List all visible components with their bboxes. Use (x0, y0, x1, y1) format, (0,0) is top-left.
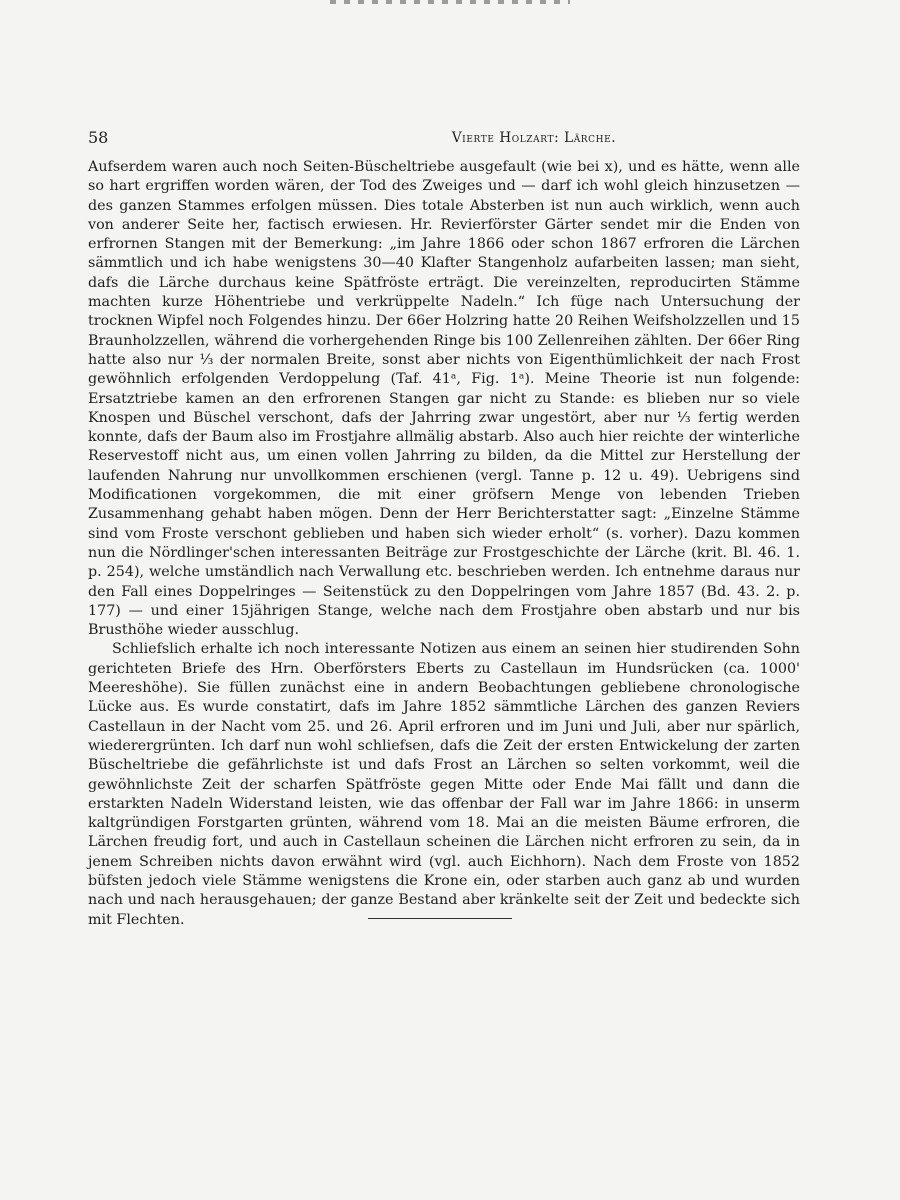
page-number: 58 (88, 128, 109, 147)
running-title: Vierte Holzart: Lärche. (451, 130, 617, 146)
page-header (88, 126, 812, 150)
section-separator-rule (368, 918, 512, 919)
body-text (88, 158, 800, 930)
scan-edge-marks (330, 0, 570, 4)
paragraph-1: Aufserdem waren auch noch Seiten-Büscheltriebe ausgefault (wie bei x), und es hätte, wenn alle so hart ergriffen worden wären, der Tod des Zweiges und — darf ich wohl gleich hinzusetzen — des ganzen Stammes erfolgen müssen. Dies totale Absterben ist nun auch wirklich, wenn auch von anderer Seite her, factisch erwiesen. Hr. Revierförster Gärter sendet mir die Enden von erfrornen Stangen mit der Bemerkung: „im Jahre 1866 oder schon 1867 erfroren die Lärchen sämmtlich und ich habe wenigstens 30—40 Klafter Stangenholz aufarbeiten lassen; man sieht, dafs die Lärche durchaus keine Spätfröste erträgt. Die vereinzelten, reproducirten Stämme machten kurze Höhentriebe und verkrüppelte Nadeln.“ Ich füge nach Untersuchung der trocknen Wipfel noch Folgendes hinzu. Der 66er Holzring hatte 20 Reihen Weifsholzzellen und 15 Braunholzzellen, während die vorhergehenden Ringe bis 100 Zellenreihen zählten. Der 66er Ring hatte also nur ⅓ der normalen Breite, sonst aber nichts von Eigenthümlichkeit der nach Frost gewöhnlich erfolgenden Verdoppelung (Taf. 41ᵃ, Fig. 1ᵃ). Meine Theorie ist nun folgende: Ersatztriebe kamen an den erfrorenen Stangen gar nicht zu Stande: es blieben nur so viele Knospen und Büschel verschont, dafs der Jahrring zwar ungestört, aber nur ⅓ fertig werden konnte, dafs der Baum also im Frostjahre allmälig abstarb. Also auch hier reichte der winterliche Reservestoff nicht aus, um einen vollen Jahrring zu bilden, da die Mittel zur Herstellung der laufenden Nahrung nur unvollkommen erschienen (vergl. Tanne p. 12 u. 49). Uebrigens sind Modificationen vorgekommen, die mit einer gröfsern Menge von lebenden Trieben Zusammenhang gehabt haben mögen. Denn der Herr Berichterstatter sagt: „Einzelne Stämme sind vom Froste verschont geblieben und haben sich wieder erholt“ (s. vorher). Dazu kommen nun die Nördlinger'schen interessanten Beiträge zur Frostgeschichte der Lärche (krit. Bl. 46. 1. p. 254), welche umständlich nach Verwallung etc. beschrieben werden. Ich entnehme daraus nur den Fall eines Doppelringes — Seitenstück zu den Doppelringen vom Jahre 1857 (Bd. 43. 2. p. 177) — und einer 15jährigen Stange, welche nach dem Frostjahre oben abstarb und nur bis Brusthöhe wieder ausschlug. (88, 159, 800, 639)
paragraph-2: Schliefslich erhalte ich noch interessante Notizen aus einem an seinen hier studirenden Sohn gerichteten Briefe des Hrn. Oberförsters Eberts zu Castellaun im Hundsrücken (ca. 1000' Meereshöhe). Sie füllen zunächst eine in andern Beobachtungen gebliebene chronologische Lücke aus. Es wurde constatirt, dafs im Jahre 1852 sämmtliche Lärchen des ganzen Reviers Castellaun in der Nacht vom 25. und 26. April erfroren und im Juni und Juli, aber nur spärlich, wiederergrünten. Ich darf nun wohl schliefsen, dafs die Zeit der ersten Entwickelung der zarten Büscheltriebe die gefährlichste ist und dafs Frost an Lärchen so selten vorkommt, weil die gewöhnlichste Zeit der scharfen Spätfröste gegen Mitte oder Ende Mai fällt und dann die erstarkten Nadeln Widerstand leisten, wie das offenbar der Fall war im Jahre 1866: in unserm kaltgründigen Forstgarten grünten, während vom 18. Mai an die meisten Bäume erfroren, die Lärchen freudig fort, und auch in Castellaun scheinen die Lärchen nicht erfroren zu sein, da in jenem Schreiben nichts davon erwähnt wird (vgl. auch Eichhorn). Nach dem Froste von 1852 büfsten jedoch viele Stämme wenigstens die Krone ein, oder starben auch ganz ab und wurden nach und nach herausgehauen; der ganze Bestand aber kränkelte seit der Zeit und bedeckte sich mit Flechten. (88, 641, 800, 928)
